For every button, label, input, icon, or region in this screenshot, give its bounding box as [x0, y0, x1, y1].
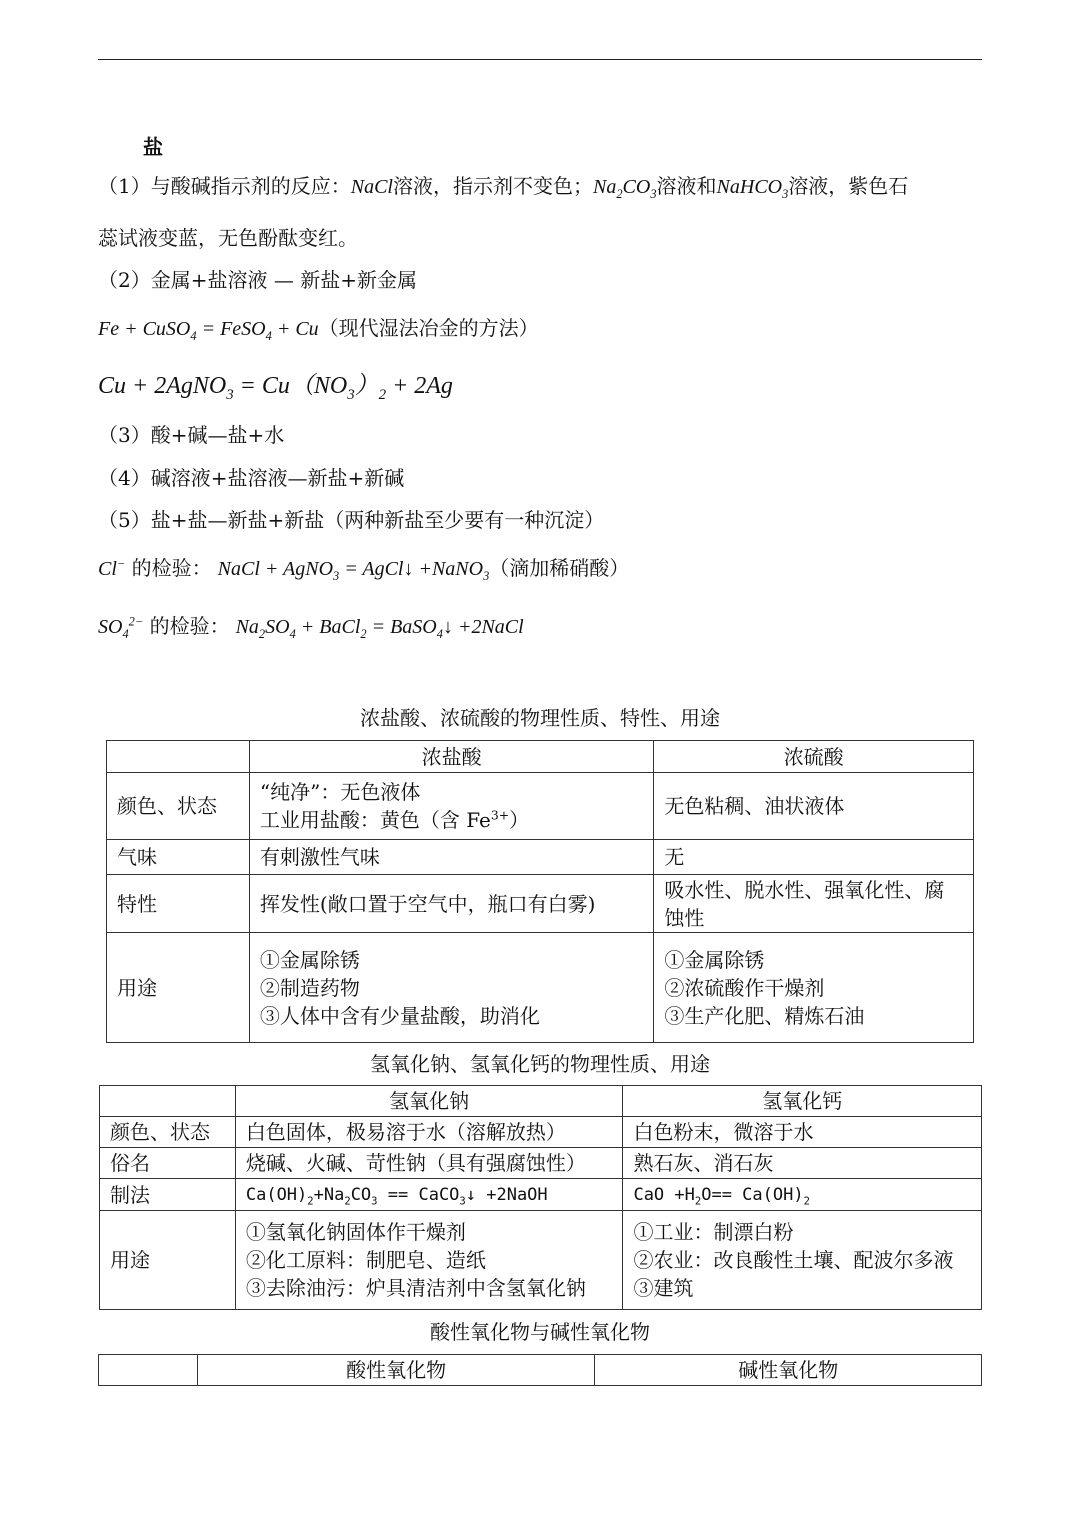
chloride-test: Cl− 的检验： NaCl + AgNO$_3$ = AgCl↓ +NaNO$_3$（滴加稀硝酸）: [98, 556, 630, 583]
table-row: [100, 1086, 982, 1117]
equation-cu-agno3: Cu + 2AgNO$_3$ = $Cu(NO_3)_2 + 2Ag$: [98, 373, 453, 403]
table1-caption: 浓盐酸、浓硫酸的物理性质、特性、用途: [360, 706, 720, 730]
oxides-table: [98, 1354, 982, 1386]
paragraph-metal-salt: （2）金属+盐溶液 — 新盐+新金属: [98, 268, 417, 292]
table-header-cell: [107, 741, 250, 773]
table-cell: “纯净”：无色液体 工业用盐酸：黄色（含 $Fe^{3+}$）: [249, 773, 654, 840]
table-cell: 白色固体，极易溶于水（溶解放热）: [235, 1117, 623, 1148]
paragraph-salt-salt: （5）盐+盐—新盐+新盐（两种新盐至少要有一种沉淀）: [98, 508, 605, 532]
table2-caption: 氢氧化钠、氢氧化钙的物理性质、用途: [370, 1052, 710, 1076]
table-row: [107, 840, 974, 875]
table-cell: 无: [654, 840, 974, 875]
row-label: 颜色、状态: [100, 1117, 236, 1148]
row-label: 颜色、状态: [107, 773, 250, 840]
table-row: [100, 1117, 982, 1148]
table-cell: $Ca(OH)_2+Na_2CO_3$ == CaCO$_3$↓ +2NaOH: [235, 1179, 623, 1211]
row-label: 用途: [107, 933, 250, 1043]
row-label: 俗名: [100, 1148, 236, 1179]
table-row: [100, 1211, 982, 1310]
paragraph-indicator-cont: 蕊试液变蓝，无色酚酞变红。: [98, 226, 358, 250]
table-header-cell: 氢氧化钠: [235, 1086, 623, 1117]
table-row: [107, 773, 974, 840]
table-header-cell: 氢氧化钙: [623, 1086, 982, 1117]
header-rule: [98, 59, 982, 60]
row-label: 用途: [100, 1211, 236, 1310]
table-cell: CaO $+H_2O== Ca(OH)_2$: [623, 1179, 982, 1211]
table-cell: 烧碱、火碱、苛性钠（具有强腐蚀性）: [235, 1148, 623, 1179]
table-row: [100, 1179, 982, 1211]
table-cell: ①金属除锈 ②浓硫酸作干燥剂 ③生产化肥、精炼石油: [654, 933, 974, 1043]
table-header-cell: [100, 1086, 236, 1117]
paragraph-base-salt: （4）碱溶液+盐溶液—新盐+新碱: [98, 466, 405, 490]
table-header-cell: 浓硫酸: [654, 741, 974, 773]
table-header-cell: 酸性氧化物: [197, 1355, 595, 1386]
sulfate-test: $SO_4^{2-}$ 的检验： $Na_2SO_4$ + BaCl$_2$ = BaSO$_4$↓ +2NaCl: [98, 614, 524, 641]
row-label: 特性: [107, 875, 250, 933]
table-cell: 有刺激性气味: [249, 840, 654, 875]
table-header-cell: 浓盐酸: [249, 741, 654, 773]
table3-caption: 酸性氧化物与碱性氧化物: [430, 1320, 650, 1344]
table-row: [107, 741, 974, 773]
paragraph-indicator: （1）与酸碱指示剂的反应：NaCl溶液，指示剂不变色；$Na_2CO_3$溶液和NaHCO$_3$溶液，紫色石: [98, 174, 909, 201]
section-title: 盐: [143, 135, 163, 159]
acids-table: [106, 740, 974, 1043]
table-cell: 挥发性(敞口置于空气中，瓶口有白雾): [249, 875, 654, 933]
table-row: [99, 1355, 982, 1386]
table-cell: 白色粉末，微溶于水: [623, 1117, 982, 1148]
table-cell: 吸水性、脱水性、强氧化性、腐蚀性: [654, 875, 974, 933]
equation-fe-cuso4: Fe + CuSO$_4$ = FeSO$_4$ + Cu（现代湿法冶金的方法）: [98, 316, 539, 343]
table-cell: ①氢氧化钠固体作干燥剂 ②化工原料：制肥皂、造纸 ③去除油污：炉具清洁剂中含氢氧化钠: [235, 1211, 623, 1310]
table-header-cell: [99, 1355, 198, 1386]
row-label: 制法: [100, 1179, 236, 1211]
table-row: [100, 1148, 982, 1179]
table-header-cell: 碱性氧化物: [595, 1355, 982, 1386]
bases-table: [99, 1085, 982, 1310]
table-row: [107, 933, 974, 1043]
table-cell: 熟石灰、消石灰: [623, 1148, 982, 1179]
table-row: [107, 875, 974, 933]
table-cell: 无色粘稠、油状液体: [654, 773, 974, 840]
table-cell: ①金属除锈 ②制造药物 ③人体中含有少量盐酸，助消化: [249, 933, 654, 1043]
row-label: 气味: [107, 840, 250, 875]
paragraph-acid-base: （3）酸+碱—盐+水: [98, 423, 285, 447]
table-cell: ①工业：制漂白粉 ②农业：改良酸性土壤、配波尔多液 ③建筑: [623, 1211, 982, 1310]
